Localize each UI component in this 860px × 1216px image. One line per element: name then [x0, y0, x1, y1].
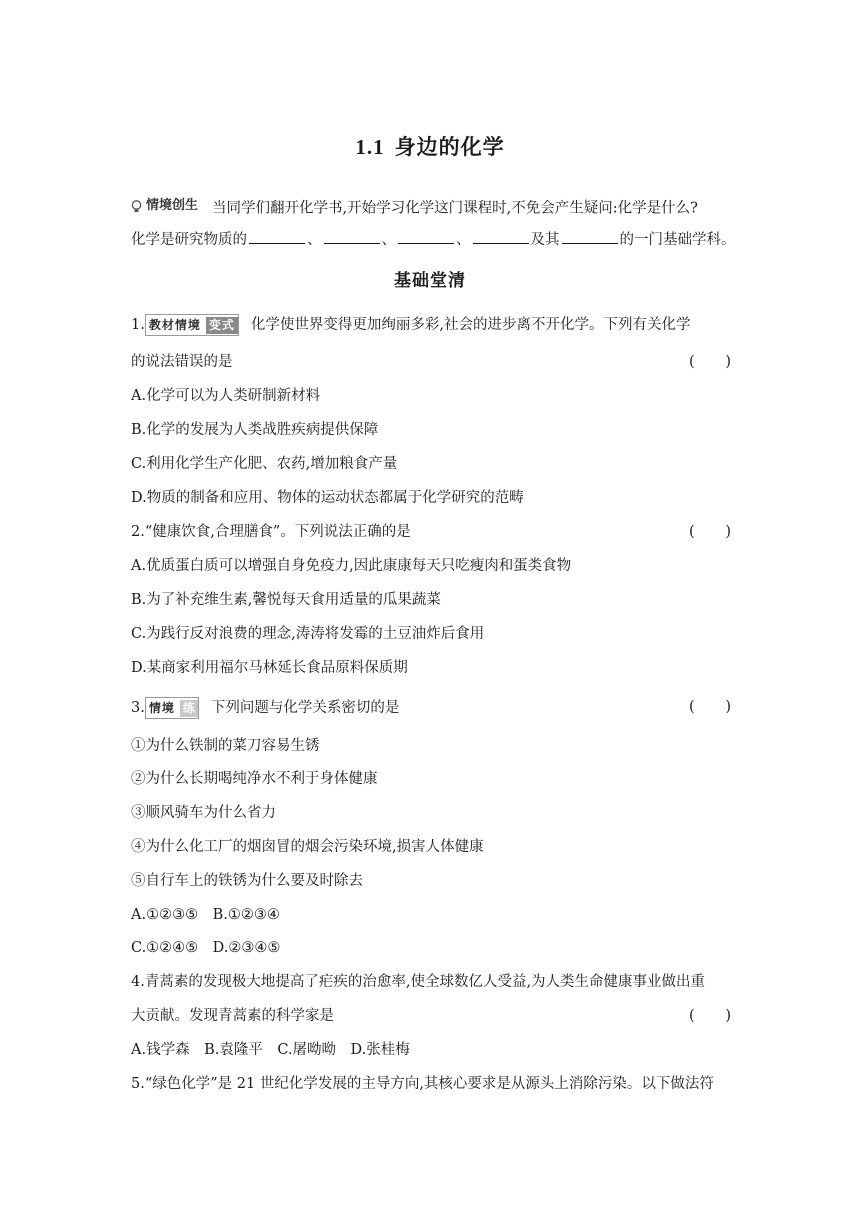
answer-blank[interactable]	[324, 229, 380, 244]
answer-parens[interactable]	[689, 522, 731, 542]
answer-blank[interactable]	[473, 229, 529, 244]
q3-item: ②为什么长期喝纯净水不利于身体健康	[131, 771, 378, 787]
section-title: 基础堂清	[394, 271, 466, 291]
q3-tag	[145, 697, 199, 719]
q3-option: A.①②③⑤ B.①②③④	[131, 907, 280, 923]
q1-stem-line-2	[131, 352, 731, 372]
q3-number: 3.	[131, 700, 145, 716]
q2-option: D.某商家利用福尔马林延长食品原料保质期	[131, 660, 408, 676]
answer-blank[interactable]	[249, 229, 305, 244]
page-title	[0, 131, 860, 161]
q2-option: A.优质蛋白质可以增强自身免疫力,因此康康每天只吃瘦肉和蛋类食物	[131, 558, 572, 574]
q3-tag-label: 情境	[148, 701, 175, 715]
scene-text-2b: 及其	[530, 232, 560, 248]
q1-option: D.物质的制备和应用、物体的运动状态都属于化学研究的范畴	[131, 490, 524, 506]
lightbulb-icon	[131, 200, 142, 213]
title-number: 1.1	[355, 135, 385, 159]
q4-options: A.钱学森 B.袁隆平 C.屠呦呦 D.张桂梅	[131, 1042, 410, 1058]
q3-stem	[131, 697, 731, 719]
q2-stem-text: 2.“健康饮食,合理膳食”。下列说法正确的是	[131, 524, 411, 540]
paren-open: (	[689, 1008, 695, 1024]
title-text: 身边的化学	[394, 134, 505, 159]
paren-close: )	[725, 354, 731, 370]
q5-stem-line-1: 5.“绿色化学”是 21 世纪化学发展的主导方向,其核心要求是从源头上消除污染。以下做法符	[131, 1076, 714, 1092]
q3-item: ③顺风骑车为什么省力	[131, 805, 276, 821]
scene-badge	[131, 196, 198, 216]
q3-item: ①为什么铁制的菜刀容易生锈	[131, 738, 320, 754]
q4-stem-text-2: 大贡献。发现青蒿素的科学家是	[131, 1008, 334, 1024]
answer-parens[interactable]	[689, 1006, 731, 1026]
q1-option: A.化学可以为人类研制新材料	[131, 388, 321, 404]
q3-stem-text: 下列问题与化学关系密切的是	[210, 700, 400, 716]
paren-close: )	[725, 699, 731, 715]
q3-item: ④为什么化工厂的烟囱冒的烟会污染环境,损害人体健康	[131, 839, 484, 855]
scene-text-2a: 化学是研究物质的	[131, 232, 247, 248]
q3-option: C.①②④⑤ D.②③④⑤	[131, 940, 281, 956]
q3-item: ⑤自行车上的铁锈为什么要及时除去	[131, 873, 363, 889]
q3-tag-variant: 练	[180, 700, 198, 717]
answer-parens[interactable]	[689, 697, 731, 717]
q1-tag	[145, 314, 239, 336]
answer-blank[interactable]	[398, 229, 454, 244]
separator: 、	[456, 232, 471, 248]
q2-option: C.为践行反对浪费的理念,涛涛将发霉的土豆油炸后食用	[131, 626, 485, 642]
q1-number: 1.	[131, 317, 145, 333]
q2-stem	[131, 522, 731, 542]
answer-parens[interactable]	[689, 352, 731, 372]
q1-tag-label: 教材情境	[148, 318, 201, 332]
paren-close: )	[725, 1008, 731, 1024]
separator: 、	[307, 232, 322, 248]
paren-open: (	[689, 699, 695, 715]
scene-text-2c: 的一门基础学科。	[619, 232, 736, 248]
q2-option: B.为了补充维生素,馨悦每天食用适量的瓜果蔬菜	[131, 592, 441, 608]
scene-text-1: 当同学们翻开化学书,开始学习化学这门课程时,不免会产生疑问:化学是什么?	[212, 200, 698, 217]
paren-open: (	[689, 524, 695, 540]
paren-open: (	[689, 354, 695, 370]
q1-option: B.化学的发展为人类战胜疾病提供保障	[131, 422, 379, 438]
scene-badge-label: 情境创生	[146, 198, 199, 213]
q1-option: C.利用化学生产化肥、农药,增加粮食产量	[131, 456, 398, 472]
q1-stem-text-2: 的说法错误的是	[131, 354, 233, 370]
answer-blank[interactable]	[562, 229, 618, 244]
q4-stem-line-1: 4.青蒿素的发现极大地提高了疟疾的治愈率,使全球数亿人受益,为人类生命健康事业做出重	[131, 974, 706, 990]
q4-stem-line-2	[131, 1006, 731, 1026]
separator: 、	[381, 232, 396, 248]
q1-stem-text: 化学使世界变得更加绚丽多彩,社会的进步离不开化学。下列有关化学	[250, 317, 691, 333]
scene-line-1	[131, 196, 731, 219]
scene-line-2	[131, 229, 736, 250]
q1-stem-line-1	[131, 314, 731, 336]
paren-close: )	[725, 524, 731, 540]
q1-tag-variant: 变式	[206, 317, 238, 334]
